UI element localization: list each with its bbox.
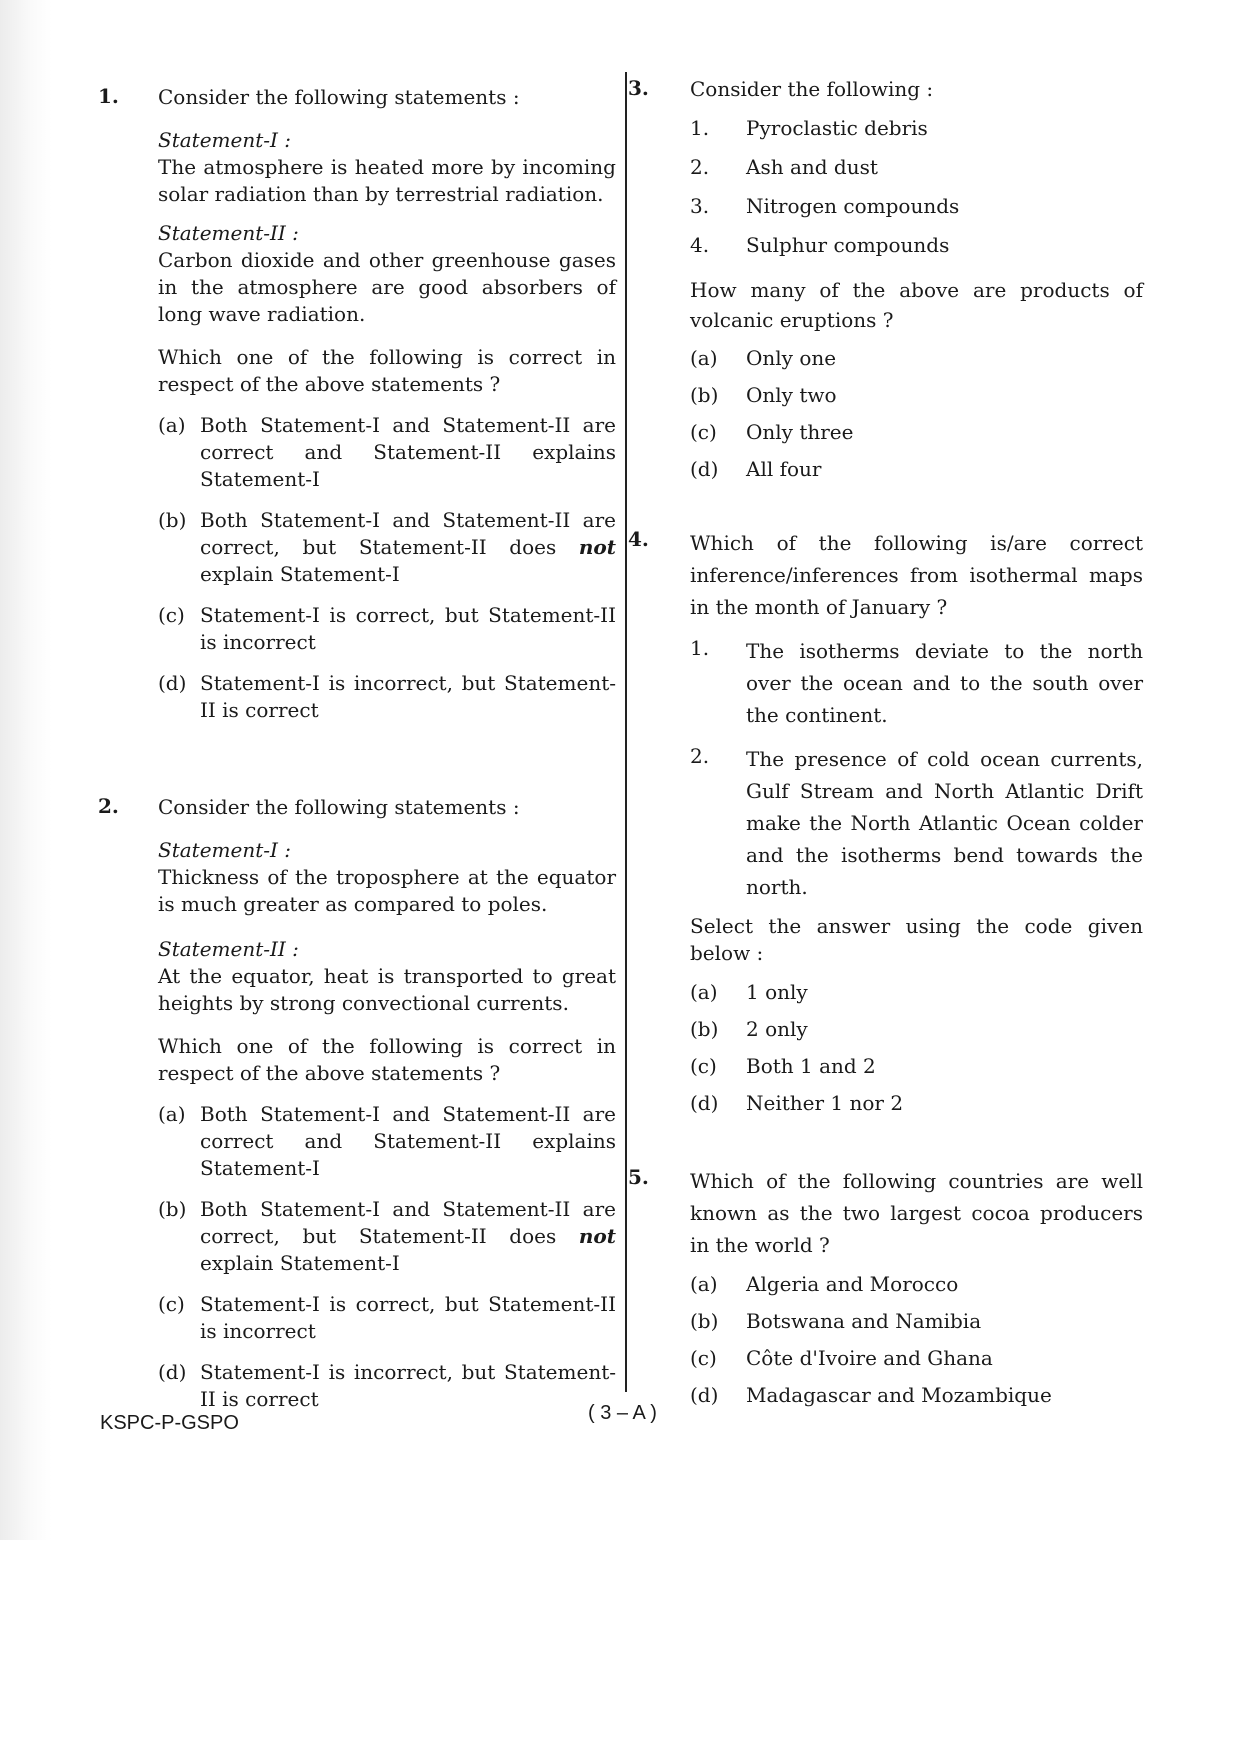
right-column <box>628 72 1143 1409</box>
question-text: How many of the above are products of volcanic eruptions ? <box>690 278 1143 332</box>
option-a: (a) Algeria and Morocco <box>690 1272 959 1296</box>
option-b <box>158 1196 616 1277</box>
question-4 <box>628 527 1143 1117</box>
option-label: (a) <box>158 1102 186 1126</box>
option-label: (b) <box>158 1197 187 1221</box>
question-number: 3. <box>628 76 649 100</box>
column-divider <box>625 72 627 1392</box>
list-item: 1. The isotherms deviate to the north over the ocean and to the south over the continent. <box>690 636 1143 727</box>
option-text: Both Statement-I and Statement-II are correct and Statement-II explains Statement-I <box>200 413 616 491</box>
option-c <box>158 1291 616 1345</box>
question-intro: Consider the following statements : <box>158 795 520 819</box>
option-a: (a) Only one <box>690 346 837 370</box>
list-item: 4. Sulphur compounds <box>690 233 950 257</box>
option-c: (c) Côte d'Ivoire and Ghana <box>690 1346 993 1370</box>
option-b: (b) 2 only <box>690 1017 808 1041</box>
statement-2-label: Statement-II : <box>158 937 299 961</box>
option-c: (c) Only three <box>690 420 854 444</box>
option-text: Both Statement-I and Statement-II are correct, but Statement-II does not explain Statement-I <box>200 1197 616 1275</box>
option-text: Statement-I is correct, but Statement-II is incorrect <box>200 1292 616 1343</box>
option-a <box>158 412 616 493</box>
question-number: 5. <box>628 1165 649 1189</box>
statement-1-label: Statement-I : <box>158 128 292 152</box>
scan-edge-shadow <box>0 0 52 1540</box>
option-a <box>158 1101 616 1182</box>
option-text: Statement-I is correct, but Statement-II is incorrect <box>200 603 616 654</box>
booklet-code: KSPC-P-GSPO <box>100 1412 239 1434</box>
option-label: (d) <box>158 1360 187 1384</box>
emphasis-not: not <box>578 535 616 559</box>
emphasis-not: not <box>578 1224 616 1248</box>
option-label: (c) <box>158 603 185 627</box>
left-column <box>98 72 616 1413</box>
option-d: (d) Neither 1 nor 2 <box>690 1091 904 1115</box>
statement-2-text: At the equator, heat is transported to great heights by strong convectional currents. <box>158 964 616 1015</box>
question-intro: Which of the following is/are correct inference/inferences from isothermal maps in the month of January ? <box>690 531 1143 619</box>
question-2 <box>98 794 616 1413</box>
statement-1-label: Statement-I : <box>158 838 292 862</box>
question-1 <box>98 72 616 724</box>
option-d: (d) Madagascar and Mozambique <box>690 1383 1052 1407</box>
option-label: (c) <box>158 1292 185 1316</box>
question-intro: Consider the following : <box>690 77 934 101</box>
question-number: 1. <box>98 84 119 108</box>
question-5 <box>628 1165 1143 1409</box>
list-item: 1. Pyroclastic debris <box>690 116 928 140</box>
question-3 <box>628 72 1143 483</box>
option-d <box>158 1359 616 1413</box>
option-text: Both Statement-I and Statement-II are correct and Statement-II explains Statement-I <box>200 1102 616 1180</box>
option-label: (b) <box>158 508 187 532</box>
option-label: (a) <box>158 413 186 437</box>
statement-2-label: Statement-II : <box>158 221 299 245</box>
question-intro: Which of the following countries are well known as the two largest cocoa producers in the world ? <box>690 1169 1143 1257</box>
option-b <box>158 507 616 588</box>
option-c <box>158 602 616 656</box>
option-c: (c) Both 1 and 2 <box>690 1054 876 1078</box>
list-item: 3. Nitrogen compounds <box>690 194 960 218</box>
option-label: (d) <box>158 671 187 695</box>
option-text: Both Statement-I and Statement-II are correct, but Statement-II does not explain Statement-I <box>200 508 616 586</box>
option-text: Statement-I is incorrect, but Statement-II is correct <box>200 1360 616 1411</box>
option-d: (d) All four <box>690 457 822 481</box>
option-b: (b) Only two <box>690 383 837 407</box>
page-number: ( 3 – A ) <box>588 1402 657 1424</box>
statement-2-text: Carbon dioxide and other greenhouse gases in the atmosphere are good absorbers of long wave radiation. <box>158 248 616 326</box>
statement-1-text: The atmosphere is heated more by incoming solar radiation than by terrestrial radiation. <box>158 155 616 206</box>
question-number: 2. <box>98 794 119 818</box>
list-item: 2. The presence of cold ocean currents, Gulf Stream and North Atlantic Drift make the North Atlantic Ocean colder and the isotherms bend towards the north. <box>690 744 1143 899</box>
question-text: Which one of the following is correct in respect of the above statements ? <box>158 1034 616 1085</box>
question-text: Which one of the following is correct in respect of the above statements ? <box>158 345 616 396</box>
option-text: Statement-I is incorrect, but Statement-II is correct <box>200 671 616 722</box>
option-b: (b) Botswana and Namibia <box>690 1309 982 1333</box>
option-d <box>158 670 616 724</box>
question-text: Select the answer using the code given below : <box>690 914 1143 965</box>
statement-1-text: Thickness of the troposphere at the equator is much greater as compared to poles. <box>158 865 616 916</box>
list-item: 2. Ash and dust <box>690 155 878 179</box>
question-intro: Consider the following statements : <box>158 85 520 109</box>
option-a: (a) 1 only <box>690 980 808 1004</box>
question-number: 4. <box>628 527 649 551</box>
